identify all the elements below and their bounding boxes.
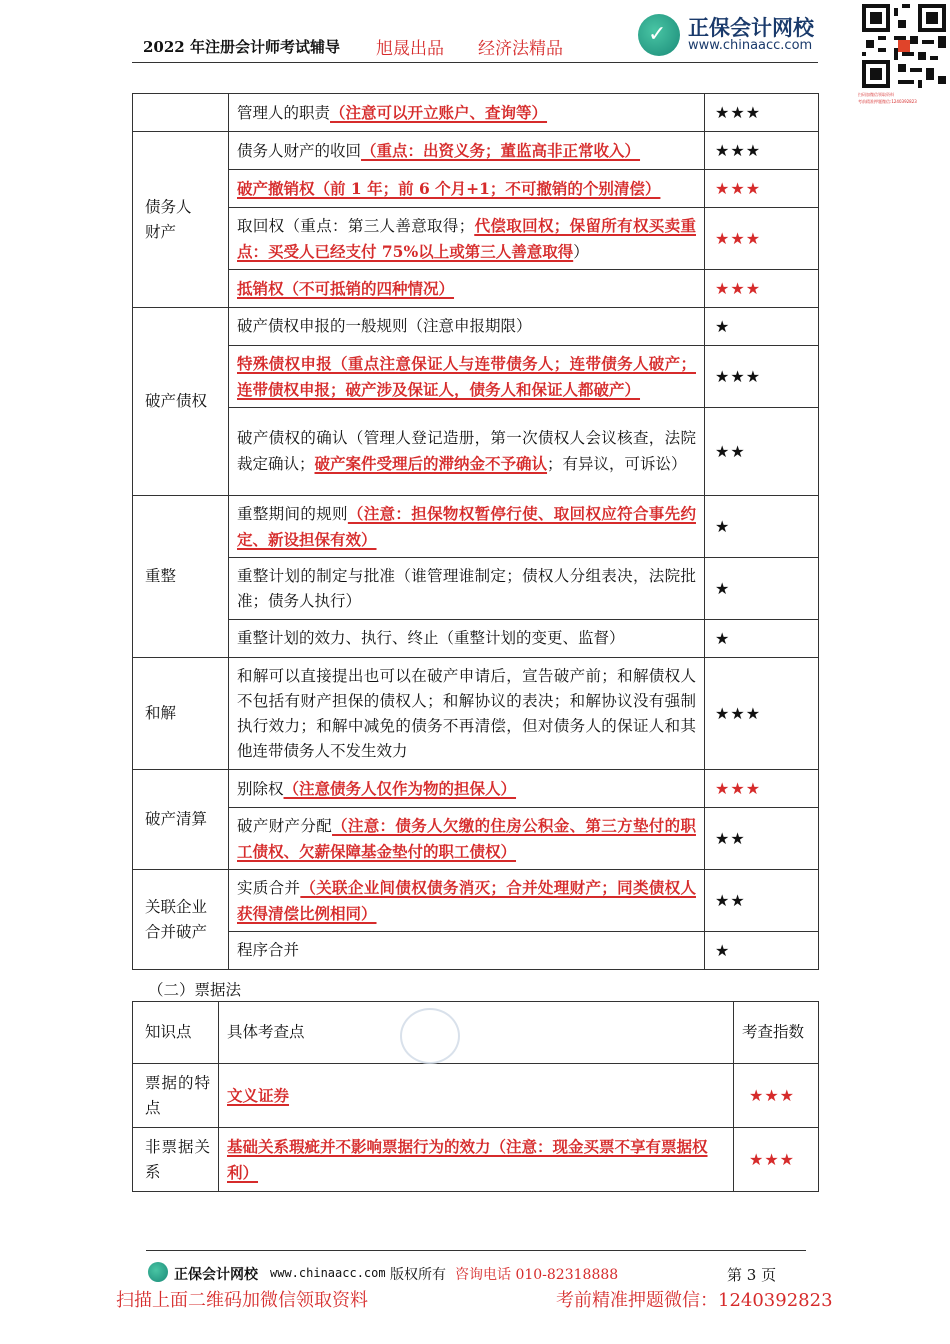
category-cell: 和解 bbox=[133, 658, 229, 770]
exam-point-cell bbox=[229, 808, 705, 870]
highlight-text: 破产撤销权（前 1 年；前 6 个月+1；不可撤销的个别清偿） bbox=[237, 178, 661, 198]
exam-point-cell bbox=[229, 346, 705, 408]
table-row bbox=[133, 94, 819, 132]
category-cell: 破产债权 bbox=[133, 308, 229, 496]
category-cell: 债务人 财产 bbox=[133, 132, 229, 308]
qr-caption-wechat: 考前精准押题微信:1240392823 bbox=[858, 99, 917, 104]
table-row bbox=[133, 208, 819, 270]
category-cell bbox=[133, 94, 229, 132]
highlight-text: （注意可以开立账户、查询等） bbox=[330, 102, 548, 122]
exam-index-stars: ★ bbox=[705, 558, 819, 620]
exam-index-stars: ★★★ bbox=[705, 270, 819, 308]
plain-text: ） bbox=[573, 242, 589, 261]
plain-text: 破产债权申报的一般规则（注意申报期限） bbox=[237, 317, 532, 335]
plain-text: 破产财产分配 bbox=[237, 816, 333, 835]
table-row bbox=[133, 270, 819, 308]
category-cell: 关联企业 合并破产 bbox=[133, 870, 229, 970]
plain-text: 债务人财产的收回 bbox=[237, 141, 362, 160]
exam-index-stars: ★★★ bbox=[734, 1128, 819, 1192]
table-row bbox=[133, 308, 819, 346]
category-cell: 破产清算 bbox=[133, 770, 229, 870]
exam-point-cell bbox=[229, 870, 705, 932]
table-row bbox=[133, 496, 819, 558]
exam-index-stars: ★ bbox=[705, 620, 819, 658]
exam-point-cell bbox=[229, 558, 705, 620]
highlight-text: 特殊债权申报（重点注意保证人与连带债务人；连带债务人破产；连带债权申报；破产涉及保证人，债务人和保证人都破产） bbox=[237, 353, 696, 399]
subject-label: 经济法精品 bbox=[478, 39, 563, 59]
school-url[interactable]: www.chinaacc.com bbox=[688, 38, 813, 53]
exam-index-stars: ★★ bbox=[705, 870, 819, 932]
exam-index-stars: ★ bbox=[705, 496, 819, 558]
footer-promo-wechat: 考前精准押题微信：1240392823 bbox=[556, 1290, 833, 1311]
exam-point-cell bbox=[229, 932, 705, 970]
table-row bbox=[133, 170, 819, 208]
exam-point-cell bbox=[229, 658, 705, 770]
bankruptcy-topics-table bbox=[132, 93, 819, 970]
table-row bbox=[133, 1064, 819, 1128]
section-heading-negotiable-instruments: （二）票据法 bbox=[148, 981, 242, 999]
exam-point-cell bbox=[229, 620, 705, 658]
exam-point-cell bbox=[229, 270, 705, 308]
highlight-text: （重点：出资义务；董监高非正常收入） bbox=[361, 140, 641, 160]
highlight-text: 代偿取回权；保留所有权买卖重点：买受人已经支付 75%以上或第三人善意取得 bbox=[237, 215, 696, 261]
footer-school-name: 正保会计网校 bbox=[174, 1267, 258, 1283]
watermark-seal-icon bbox=[400, 1008, 460, 1064]
qr-code-icon[interactable] bbox=[862, 4, 946, 88]
highlight-text: 文义证券 bbox=[227, 1085, 290, 1105]
table-row bbox=[133, 808, 819, 870]
plain-text: 管理人的职责 bbox=[237, 103, 331, 122]
exam-point-cell bbox=[229, 132, 705, 170]
table-row bbox=[133, 770, 819, 808]
exam-point-cell bbox=[219, 1128, 734, 1192]
header-knowledge-point: 知识点 bbox=[133, 1002, 219, 1064]
plain-text: 重整期间的规则 bbox=[237, 504, 348, 523]
plain-text: 程序合并 bbox=[237, 941, 300, 959]
category-cell: 重整 bbox=[133, 496, 229, 658]
footer-divider bbox=[146, 1250, 806, 1251]
header-divider bbox=[132, 62, 818, 63]
page-number: 第 3 页 bbox=[727, 1266, 777, 1284]
highlight-text: 抵销权（不可抵销的四种情况） bbox=[237, 278, 455, 298]
exam-point-cell bbox=[229, 94, 705, 132]
highlight-text: （注意：担保物权暂停行使、取回权应符合事先约定、新设担保有效） bbox=[237, 503, 696, 549]
exam-index-stars: ★★★ bbox=[705, 132, 819, 170]
exam-index-stars: ★★ bbox=[705, 808, 819, 870]
exam-point-cell bbox=[229, 496, 705, 558]
footer-promo-qr: 扫描上面二维码加微信领取资料 bbox=[116, 1290, 368, 1311]
knowledge-point-cell: 票据的特点 bbox=[133, 1064, 219, 1128]
table-row bbox=[133, 132, 819, 170]
exam-index-stars: ★★★ bbox=[705, 94, 819, 132]
plain-text: ；有异议，可诉讼） bbox=[547, 455, 687, 473]
qr-caption: 扫码加微信领取资料 bbox=[858, 92, 894, 97]
table-row bbox=[133, 346, 819, 408]
highlight-text: （关联企业间债权债务消灭；合并处理财产；同类债权人获得清偿比例相同） bbox=[237, 877, 696, 923]
table-row bbox=[133, 870, 819, 932]
footer-copyright: 版权所有 bbox=[390, 1267, 446, 1283]
brand-label: 旭晟出品 bbox=[376, 39, 444, 59]
table-row bbox=[133, 620, 819, 658]
highlight-text: 破产案件受理后的滞纳金不予确认 bbox=[314, 454, 548, 473]
exam-point-cell bbox=[229, 770, 705, 808]
exam-index-stars: ★★★ bbox=[705, 346, 819, 408]
exam-point-cell bbox=[219, 1064, 734, 1128]
highlight-text: （注意债务人仅作为物的担保人） bbox=[283, 778, 517, 798]
logo-tick-glyph: ✓ bbox=[648, 22, 667, 47]
table-row bbox=[133, 408, 819, 496]
plain-text: 别除权 bbox=[237, 779, 284, 798]
exam-point-cell bbox=[229, 308, 705, 346]
exam-index-stars: ★ bbox=[705, 932, 819, 970]
negotiable-instruments-table bbox=[132, 1001, 819, 1192]
table-header-row bbox=[133, 1002, 819, 1064]
plain-text: 重整计划的效力、执行、终止（重整计划的变更、监督） bbox=[237, 629, 625, 647]
header-exam-index: 考查指数 bbox=[734, 1002, 819, 1064]
footer-phone: 咨询电话 010-82318888 bbox=[455, 1267, 619, 1283]
exam-point-cell bbox=[229, 208, 705, 270]
header-exam-point: 具体考查点 bbox=[219, 1002, 734, 1064]
exam-index-stars: ★★★ bbox=[705, 770, 819, 808]
exam-point-cell bbox=[229, 408, 705, 496]
highlight-text: 基础关系瑕疵并不影响票据行为的效力（注意：现金买票不享有票据权利） bbox=[227, 1136, 708, 1182]
exam-index-stars: ★★★ bbox=[705, 658, 819, 770]
table-row bbox=[133, 932, 819, 970]
exam-index-stars: ★ bbox=[705, 308, 819, 346]
plain-text: 破产债权的确认（管理人登记造册，第一次债权人会议核查，法院裁定确认； bbox=[237, 429, 696, 473]
table-row bbox=[133, 558, 819, 620]
exam-index-stars: ★★★ bbox=[705, 170, 819, 208]
plain-text: 和解可以直接提出也可以在破产申请后，宣告破产前；和解债权人不包括有财产担保的债权人；和解协议的表决；和解协议没有强制执行效力；和解中减免的债务不再清偿，但对债务人的保证人和其他连带债务人不发生效力 bbox=[237, 666, 696, 760]
footer-url[interactable]: www.chinaacc.com bbox=[270, 1266, 386, 1280]
footer-logo-icon bbox=[148, 1262, 168, 1282]
knowledge-point-cell: 非票据关系 bbox=[133, 1128, 219, 1192]
exam-point-cell bbox=[229, 170, 705, 208]
exam-index-stars: ★★ bbox=[705, 408, 819, 496]
plain-text: 重整计划的制定与批准（谁管理谁制定；债权人分组表决，法院批准；债务人执行） bbox=[237, 566, 696, 610]
highlight-text: （注意：债务人欠缴的住房公积金、第三方垫付的职工债权、欠薪保障基金垫付的职工债权） bbox=[237, 815, 696, 861]
table-row bbox=[133, 658, 819, 770]
exam-index-stars: ★★★ bbox=[705, 208, 819, 270]
plain-text: 实质合并 bbox=[237, 878, 301, 897]
table-row bbox=[133, 1128, 819, 1192]
plain-text: 取回权（重点：第三人善意取得； bbox=[237, 216, 475, 235]
exam-index-stars: ★★★ bbox=[734, 1064, 819, 1128]
school-name: 正保会计网校 bbox=[688, 16, 814, 40]
doc-series-title: 2022 年注册会计师考试辅导 bbox=[143, 38, 340, 56]
